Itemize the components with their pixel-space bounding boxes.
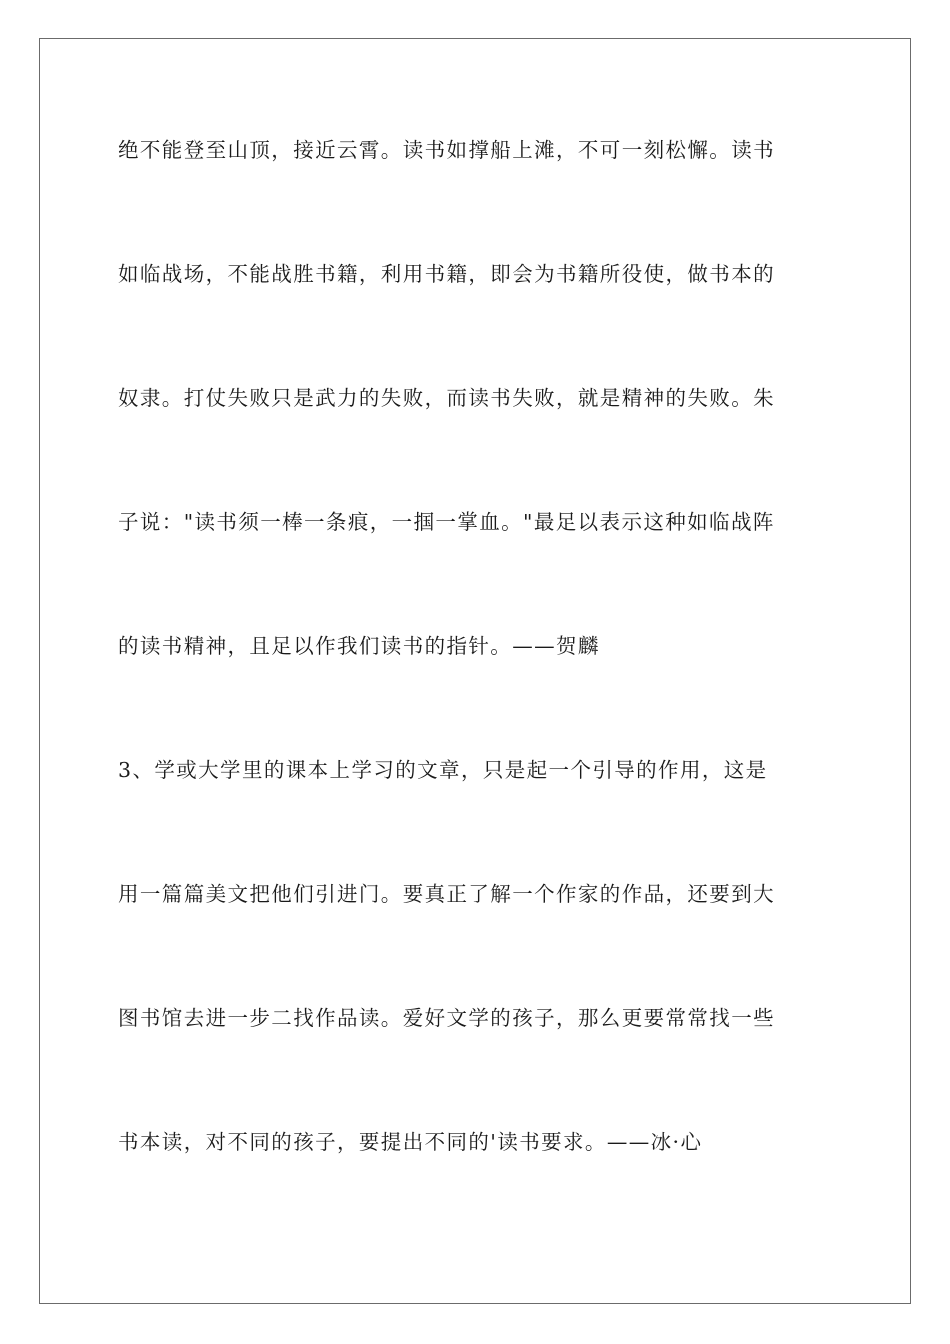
text-line: 书本读，对不同的孩子，要提出不同的'读书要求。——冰·心: [118, 1130, 703, 1154]
text-line: 3、学或大学里的课本上学习的文章，只是起一个引导的作用，这是: [118, 758, 768, 782]
page-frame: [39, 38, 911, 1304]
text-line: 的读书精神，且足以作我们读书的指针。——贺麟: [118, 634, 600, 658]
text-line: 奴隶。打仗失败只是武力的失败，而读书失败，就是精神的失败。朱: [118, 386, 775, 410]
text-line: 如临战场，不能战胜书籍，利用书籍，即会为书籍所役使，做书本的: [118, 262, 775, 286]
text-line: 子说："读书须一棒一条痕，一掴一掌血。"最足以表示这种如临战阵: [118, 510, 775, 534]
text-line: 绝不能登至山顶，接近云霄。读书如撑船上滩，不可一刻松懈。读书: [118, 138, 775, 162]
text-line: 图书馆去进一步二找作品读。爱好文学的孩子，那么更要常常找一些: [118, 1006, 775, 1030]
text-line: 用一篇篇美文把他们引进门。要真正了解一个作家的作品，还要到大: [118, 882, 775, 906]
